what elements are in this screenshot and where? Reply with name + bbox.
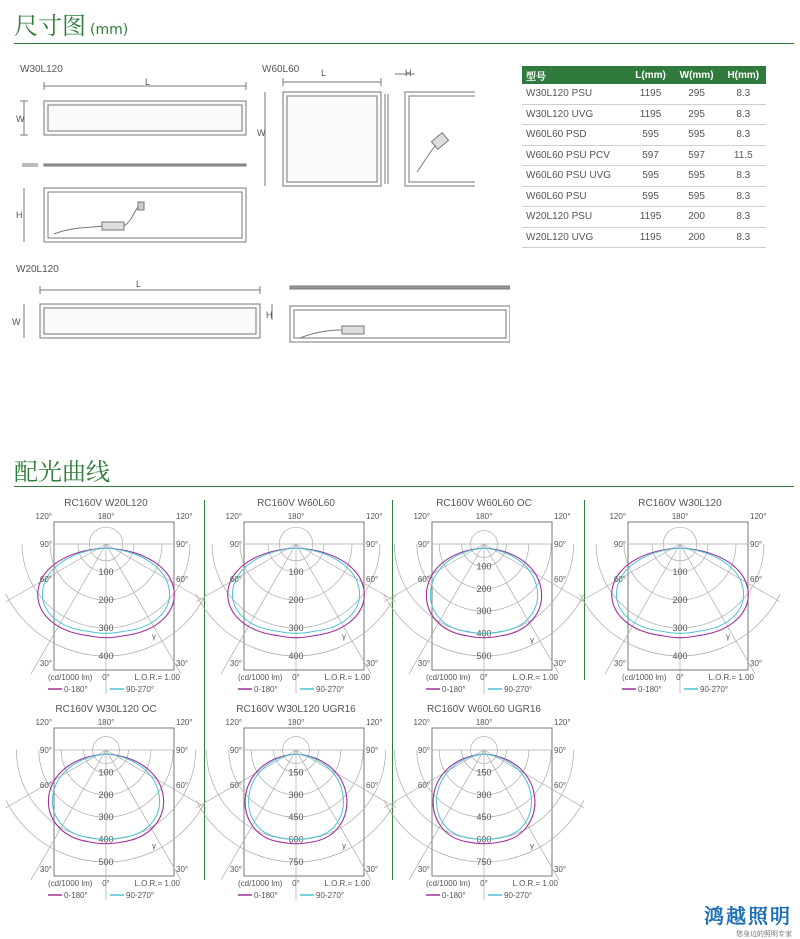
angle-label: 0°	[292, 673, 300, 682]
drawing-label-w20: W20L120	[16, 264, 59, 275]
polar-title: RC160V W60L60 OC	[436, 498, 532, 509]
angle-label: 120°	[176, 718, 193, 727]
polar-title: RC160V W60L60	[257, 498, 335, 509]
table-row	[522, 145, 766, 166]
polar-spoke	[196, 750, 296, 825]
spec-table-body	[522, 84, 766, 248]
unit-label: (cd/1000 lm)	[238, 673, 283, 682]
ring-label: 100	[98, 767, 114, 778]
ring-label: 400	[288, 651, 304, 661]
ring-label: 300	[98, 623, 114, 633]
cell-width: 595	[673, 125, 721, 146]
polar-chart	[196, 718, 396, 908]
lor-label: L.O.R.= 1.00	[512, 879, 558, 888]
cell-width: 597	[673, 145, 721, 166]
cell-height: 8.3	[721, 227, 766, 248]
ring-label: 450	[476, 812, 492, 823]
cell-model: W20L120 UVG	[522, 227, 629, 248]
legend-label: 90-270°	[126, 685, 155, 694]
cell-model: W60L60 PSU UVG	[522, 166, 629, 187]
angle-label: 30°	[366, 659, 379, 668]
polar-spoke	[196, 544, 296, 619]
angle-label: 180°	[287, 718, 305, 727]
polar-spoke	[106, 750, 181, 880]
gamma-symbol: γ	[342, 632, 346, 642]
dim-w20-W: W	[12, 317, 21, 327]
legend-label: 0-180°	[64, 685, 88, 694]
polar-spoke	[384, 544, 484, 619]
ring-label: 750	[476, 857, 492, 867]
curves-title: 配光曲线	[14, 458, 110, 486]
legend-label: 90-270°	[126, 891, 155, 900]
angle-label: 90°	[554, 746, 567, 755]
cell-length: 597	[629, 145, 673, 166]
angle-label: 60°	[176, 781, 189, 790]
ring-label: 300	[476, 789, 492, 800]
polar-spoke	[296, 544, 396, 619]
angle-label: 60°	[750, 575, 763, 584]
ring-label: 300	[288, 623, 304, 633]
angle-label: 30°	[229, 865, 242, 874]
cell-length: 595	[629, 166, 673, 187]
ring-label: 400	[672, 651, 688, 661]
cell-height: 8.3	[721, 207, 766, 228]
ring-label: 200	[288, 595, 304, 605]
unit-label: (cd/1000 lm)	[48, 673, 93, 682]
polar-spoke	[409, 544, 484, 674]
cell-model: W20L120 PSU	[522, 207, 629, 228]
polar-title: RC160V W60L60 UGR16	[427, 704, 541, 715]
cell-length: 595	[629, 125, 673, 146]
polar-chart	[196, 512, 396, 702]
polar-title: RC160V W30L120 OC	[55, 704, 157, 715]
gamma-symbol: γ	[530, 841, 534, 851]
legend-label: 0-180°	[64, 891, 88, 900]
angle-label: 0°	[102, 879, 110, 888]
dim-w30-H: H	[16, 210, 23, 220]
angle-label: 90°	[366, 746, 379, 755]
angle-label: 180°	[475, 718, 493, 727]
cell-height: 8.3	[721, 104, 766, 125]
polar-chart	[6, 718, 206, 908]
lor-label: L.O.R.= 1.00	[512, 673, 558, 682]
ring-label: 300	[672, 623, 688, 633]
gamma-symbol: γ	[152, 632, 156, 642]
header-height: H(mm)	[721, 66, 766, 84]
curves-heading	[14, 452, 110, 487]
angle-label: 90°	[229, 746, 242, 755]
angle-label: 0°	[676, 673, 684, 682]
cell-width: 295	[673, 104, 721, 125]
dim-w60-W: W	[257, 128, 266, 138]
cell-length: 1195	[629, 104, 673, 125]
dim-w20-L: L	[136, 279, 142, 289]
ring-label: 200	[476, 583, 492, 594]
angle-label: 90°	[39, 540, 52, 549]
ring-label: 400	[98, 651, 114, 661]
angle-label: 90°	[39, 746, 52, 755]
angle-label: 90°	[417, 540, 430, 549]
table-row	[522, 186, 766, 207]
angle-label: 120°	[413, 512, 430, 521]
cell-height: 11.5	[721, 145, 766, 166]
polar-chart	[6, 512, 206, 702]
angle-label: 180°	[475, 512, 493, 521]
angle-label: 0°	[102, 673, 110, 682]
angle-label: 180°	[287, 512, 305, 521]
lor-label: L.O.R.= 1.00	[324, 673, 370, 682]
angle-label: 60°	[417, 781, 430, 790]
lor-label: L.O.R.= 1.00	[134, 673, 180, 682]
ring-label: 300	[98, 812, 114, 823]
angle-label: 120°	[366, 512, 383, 521]
polar-spoke	[296, 544, 371, 674]
angle-label: 60°	[417, 575, 430, 584]
polar-spoke	[6, 544, 106, 619]
legend-label: 0-180°	[254, 891, 278, 900]
ring-label: 100	[98, 567, 114, 577]
polar-spoke	[484, 544, 559, 674]
angle-label: 30°	[750, 659, 763, 668]
polar-chart	[384, 512, 584, 702]
unit-label: (cd/1000 lm)	[426, 673, 471, 682]
spec-table-header	[522, 66, 766, 84]
ring-label: 300	[288, 789, 304, 800]
gamma-symbol: γ	[530, 635, 534, 645]
header-length: L(mm)	[629, 66, 673, 84]
header-width: W(mm)	[673, 66, 721, 84]
brand-logo	[704, 900, 792, 939]
lor-label: L.O.R.= 1.00	[324, 879, 370, 888]
cell-height: 8.3	[721, 84, 766, 104]
ring-label: 450	[288, 812, 304, 823]
angle-label: 30°	[176, 659, 189, 668]
drawing-w60	[255, 64, 475, 194]
angle-label: 90°	[554, 540, 567, 549]
polar-title: RC160V W30L120	[638, 498, 722, 509]
ring-label: 400	[476, 628, 492, 639]
angle-label: 120°	[225, 718, 242, 727]
angle-label: 60°	[366, 575, 379, 584]
angle-label: 120°	[35, 512, 52, 521]
polar-chart	[384, 718, 584, 908]
ring-label: 600	[476, 834, 492, 845]
angle-label: 120°	[225, 512, 242, 521]
unit-label: (cd/1000 lm)	[48, 879, 93, 888]
angle-label: 30°	[613, 659, 626, 668]
ring-label: 100	[672, 567, 688, 577]
brand-slogan: 您身边的照明专家	[736, 930, 792, 938]
cell-width: 200	[673, 227, 721, 248]
polar-spoke	[106, 750, 206, 825]
unit-label: (cd/1000 lm)	[238, 879, 283, 888]
polar-spoke	[680, 544, 755, 674]
cell-model: W30L120 PSU	[522, 84, 629, 104]
angle-label: 30°	[229, 659, 242, 668]
ring-label: 500	[476, 651, 492, 661]
unit-label: (cd/1000 lm)	[426, 879, 471, 888]
drawing-label-w30: W30L120	[20, 64, 63, 75]
section-rule	[14, 43, 794, 44]
legend-label: 0-180°	[638, 685, 662, 694]
cell-length: 1195	[629, 227, 673, 248]
section-rule	[14, 486, 794, 487]
dimensions-title: 尺寸图	[14, 12, 86, 40]
angle-label: 30°	[417, 659, 430, 668]
polar-title: RC160V W20L120	[64, 498, 148, 509]
drawing-w20	[10, 276, 510, 356]
angle-label: 90°	[750, 540, 763, 549]
cell-length: 1195	[629, 84, 673, 104]
polar-title: RC160V W30L120 UGR16	[236, 704, 356, 715]
angle-label: 90°	[176, 540, 189, 549]
cell-width: 595	[673, 186, 721, 207]
angle-label: 30°	[417, 865, 430, 874]
angle-label: 120°	[35, 718, 52, 727]
angle-label: 30°	[366, 865, 379, 874]
polar-spoke	[484, 544, 584, 619]
angle-label: 30°	[554, 865, 567, 874]
cell-length: 595	[629, 186, 673, 207]
cell-width: 295	[673, 84, 721, 104]
spec-table	[522, 66, 766, 248]
legend-label: 90-270°	[504, 891, 533, 900]
angle-label: 120°	[609, 512, 626, 521]
angle-label: 90°	[229, 540, 242, 549]
angle-label: 90°	[417, 746, 430, 755]
angle-label: 0°	[480, 673, 488, 682]
polar-spoke	[221, 544, 296, 674]
lor-label: L.O.R.= 1.00	[708, 673, 754, 682]
cell-height: 8.3	[721, 125, 766, 146]
angle-label: 0°	[292, 879, 300, 888]
dimensions-unit: (mm)	[90, 22, 129, 38]
dim-w30-L: L	[145, 77, 151, 87]
cell-model: W60L60 PSU PCV	[522, 145, 629, 166]
angle-label: 60°	[613, 575, 626, 584]
polar-spoke	[580, 544, 680, 619]
polar-spoke	[384, 750, 484, 825]
header-model: 型号	[522, 66, 629, 84]
ring-label: 200	[672, 595, 688, 605]
angle-label: 30°	[39, 659, 52, 668]
lor-label: L.O.R.= 1.00	[134, 879, 180, 888]
ring-label: 750	[288, 857, 304, 867]
dim-w30-W: W	[16, 114, 25, 124]
angle-label: 60°	[366, 781, 379, 790]
table-row	[522, 84, 766, 104]
angle-label: 120°	[366, 718, 383, 727]
ring-label: 150	[288, 767, 304, 778]
legend-label: 0-180°	[442, 891, 466, 900]
angle-label: 60°	[176, 575, 189, 584]
cell-width: 200	[673, 207, 721, 228]
angle-label: 60°	[39, 575, 52, 584]
table-row	[522, 125, 766, 146]
legend-label: 90-270°	[700, 685, 729, 694]
drawing-w30	[14, 76, 254, 246]
gamma-symbol: γ	[726, 632, 730, 642]
angle-label: 30°	[39, 865, 52, 874]
dim-w60-L: L	[321, 68, 327, 78]
ring-label: 300	[476, 606, 492, 617]
legend-label: 90-270°	[316, 891, 345, 900]
angle-label: 120°	[750, 512, 767, 521]
angle-label: 90°	[176, 746, 189, 755]
angle-label: 90°	[613, 540, 626, 549]
angle-label: 60°	[554, 781, 567, 790]
polar-spoke	[31, 750, 106, 880]
gamma-symbol: γ	[152, 841, 156, 851]
polar-spoke	[680, 544, 780, 619]
cell-model: W30L120 UVG	[522, 104, 629, 125]
angle-label: 60°	[229, 575, 242, 584]
polar-chart	[580, 512, 780, 702]
polar-spoke	[6, 750, 106, 825]
angle-label: 180°	[671, 512, 689, 521]
ring-label: 200	[98, 789, 114, 800]
ring-label: 600	[288, 834, 304, 845]
table-row	[522, 104, 766, 125]
brand-name: 鸿越照明	[704, 904, 792, 928]
angle-label: 60°	[229, 781, 242, 790]
cell-width: 595	[673, 166, 721, 187]
gamma-symbol: γ	[342, 841, 346, 851]
legend-label: 0-180°	[442, 685, 466, 694]
polar-spoke	[106, 544, 181, 674]
unit-label: (cd/1000 lm)	[622, 673, 667, 682]
angle-label: 90°	[366, 540, 379, 549]
legend-label: 0-180°	[254, 685, 278, 694]
cell-height: 8.3	[721, 186, 766, 207]
polar-spoke	[484, 750, 584, 825]
angle-label: 120°	[554, 718, 571, 727]
angle-label: 120°	[413, 718, 430, 727]
angle-label: 0°	[480, 879, 488, 888]
dim-w60-H: H	[405, 68, 412, 78]
legend-label: 90-270°	[316, 685, 345, 694]
angle-label: 180°	[97, 512, 115, 521]
polar-spoke	[106, 544, 206, 619]
angle-label: 120°	[554, 512, 571, 521]
polar-spoke	[296, 750, 396, 825]
table-row	[522, 227, 766, 248]
ring-label: 200	[98, 595, 114, 605]
dimensions-heading	[14, 6, 128, 41]
angle-label: 60°	[554, 575, 567, 584]
table-row	[522, 207, 766, 228]
ring-label: 100	[288, 567, 304, 577]
ring-label: 500	[98, 857, 114, 867]
polar-spoke	[31, 544, 106, 674]
legend-label: 90-270°	[504, 685, 533, 694]
angle-label: 30°	[554, 659, 567, 668]
polar-spoke	[605, 544, 680, 674]
angle-label: 30°	[176, 865, 189, 874]
cell-height: 8.3	[721, 166, 766, 187]
ring-label: 400	[98, 834, 114, 845]
cell-model: W60L60 PSD	[522, 125, 629, 146]
table-row	[522, 166, 766, 187]
cell-model: W60L60 PSU	[522, 186, 629, 207]
ring-label: 150	[476, 767, 492, 778]
cell-length: 1195	[629, 207, 673, 228]
angle-label: 180°	[97, 718, 115, 727]
angle-label: 60°	[39, 781, 52, 790]
drawing-label-w60: W60L60	[262, 64, 300, 75]
angle-label: 120°	[176, 512, 193, 521]
ring-label: 100	[476, 561, 492, 572]
dim-w20-H: H	[266, 310, 273, 320]
